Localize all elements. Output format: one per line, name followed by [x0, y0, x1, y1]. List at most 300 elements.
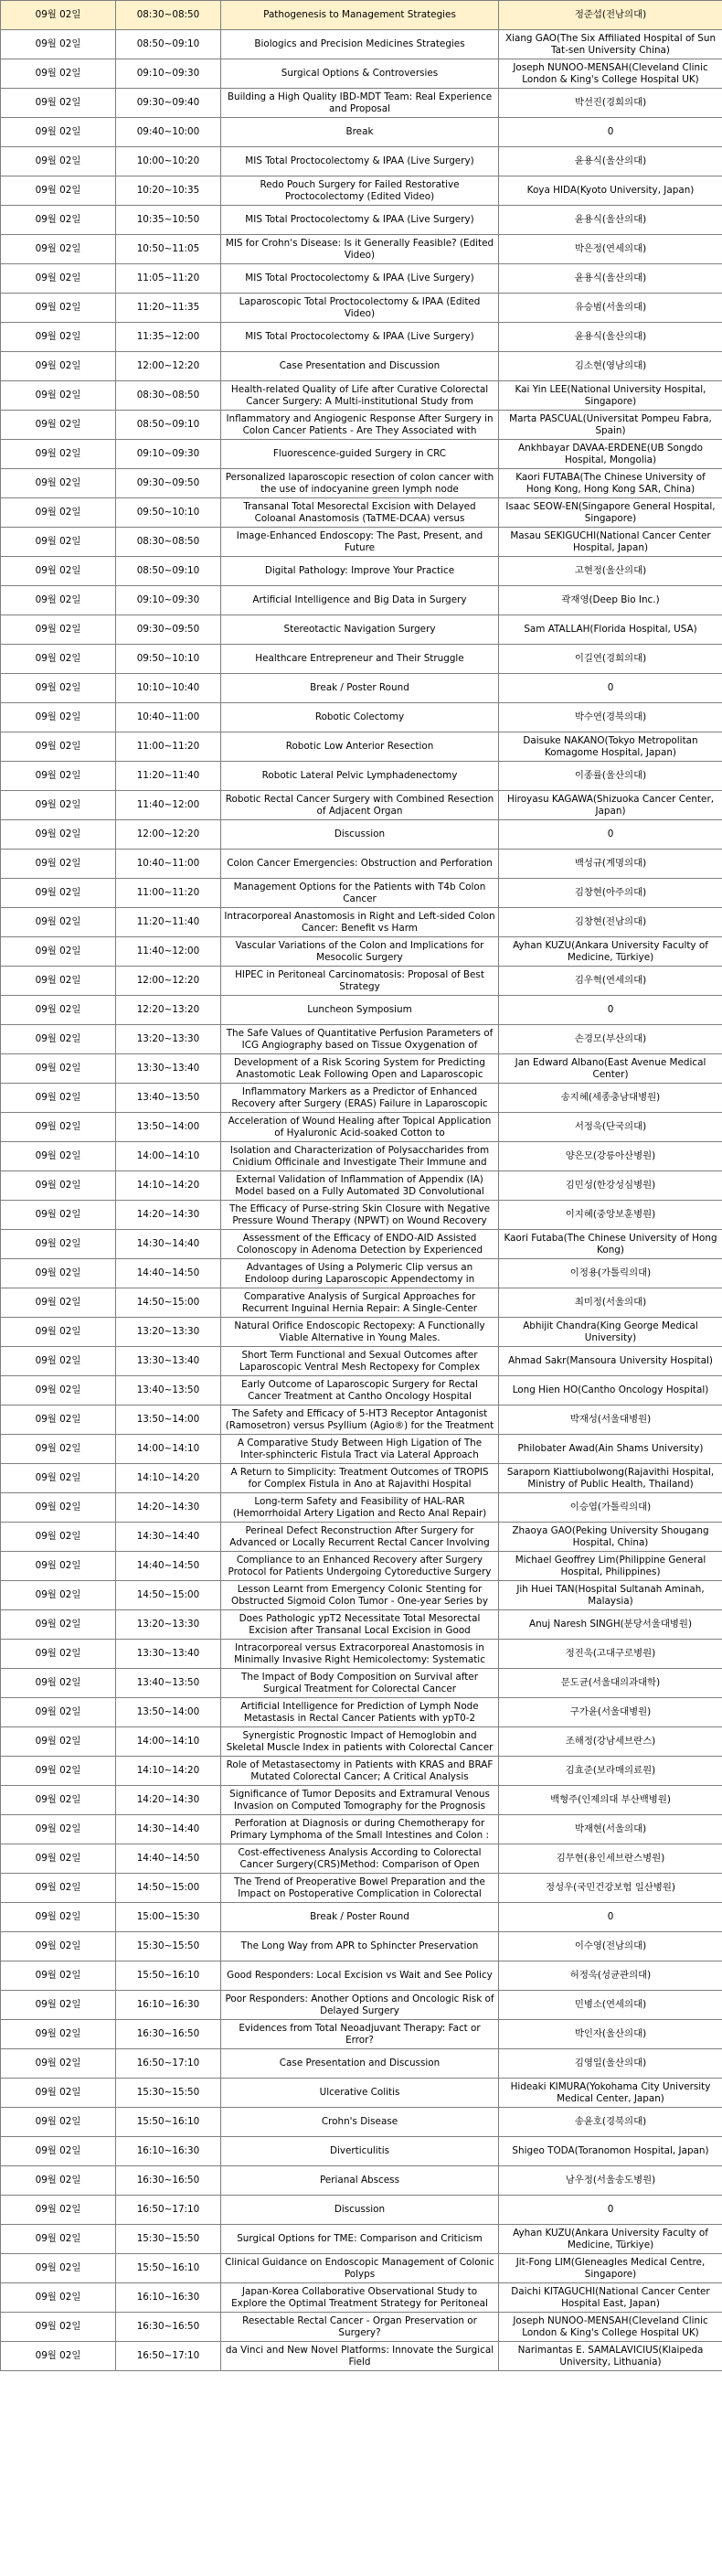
session-title-cell: Robotic Low Anterior Resection [221, 732, 499, 762]
date-cell: 09월 02일 [1, 2079, 116, 2108]
schedule-row [1, 1201, 722, 1230]
time-cell: 11:40~12:00 [116, 937, 221, 967]
date-cell: 09월 02일 [1, 703, 116, 732]
session-title-cell: Break / Poster Round [221, 674, 499, 703]
speaker-cell: Kaori FUTABA(The Chinese University of Hong Kong, Hong Kong SAR, China) [499, 469, 722, 498]
speaker-cell: 김영일(울산의대) [499, 2049, 722, 2079]
schedule-row [1, 206, 722, 235]
session-title-cell: Artificial Intelligence and Big Data in Surgery [221, 586, 499, 615]
session-title-cell: Inflammatory and Angiogenic Response After Surgery in Colon Cancer Patients - Are They Associated with [221, 411, 499, 440]
time-cell: 15:50~16:10 [116, 2254, 221, 2283]
schedule-row [1, 967, 722, 996]
date-cell: 09월 02일 [1, 381, 116, 411]
speaker-cell: Abhijit Chandra(King George Medical University) [499, 1318, 722, 1347]
date-cell: 09월 02일 [1, 1961, 116, 1991]
session-title-cell: Advantages of Using a Polymeric Clip versus an Endoloop during Laparoscopic Appendectomy in [221, 1259, 499, 1288]
speaker-cell: Ayhan KUZU(Ankara University Faculty of Medicine, Türkiye) [499, 937, 722, 967]
speaker-cell: 김효준(보라매의료원) [499, 1757, 722, 1786]
session-title-cell: Role of Metastasectomy in Patients with KRAS and BRAF Mutated Colorectal Cancer; A Critical Analysis [221, 1757, 499, 1786]
schedule-row [1, 1025, 722, 1054]
speaker-cell: Anuj Naresh SINGH(분당서울대병원) [499, 1610, 722, 1640]
time-cell: 08:50~09:10 [116, 557, 221, 586]
date-cell: 09월 02일 [1, 1376, 116, 1406]
schedule-row [1, 2196, 722, 2225]
date-cell: 09월 02일 [1, 59, 116, 89]
schedule-row [1, 469, 722, 498]
session-title-cell: The Long Way from APR to Sphincter Preservation [221, 1932, 499, 1961]
speaker-cell: Isaac SEOW-EN(Singapore General Hospital, Singapore) [499, 498, 722, 528]
date-cell: 09월 02일 [1, 1025, 116, 1054]
date-cell: 09월 02일 [1, 1727, 116, 1757]
date-cell: 09월 02일 [1, 2342, 116, 2371]
time-cell: 09:10~09:30 [116, 440, 221, 469]
session-title-cell: Perforation at Diagnosis or during Chemotherapy for Primary Lymphoma of the Small Intestines and Colon : [221, 1815, 499, 1844]
date-cell: 09월 02일 [1, 1669, 116, 1698]
date-cell: 09월 02일 [1, 937, 116, 967]
session-title-cell: MIS Total Proctocolectomy & IPAA (Live Surgery) [221, 264, 499, 294]
date-cell: 09월 02일 [1, 1171, 116, 1201]
session-title-cell: Laparoscopic Total Proctocolectomy & IPAA (Edited Video) [221, 294, 499, 323]
session-title-cell: Isolation and Characterization of Polysaccharides from Cnidium Officinale and Investigate Their Immune and [221, 1142, 499, 1171]
speaker-cell: 송지혜(세종충남대병원) [499, 1084, 722, 1113]
schedule-row [1, 1464, 722, 1493]
schedule-row [1, 937, 722, 967]
time-cell: 11:20~11:40 [116, 908, 221, 937]
schedule-row [1, 381, 722, 411]
date-cell: 09월 02일 [1, 762, 116, 791]
session-title-cell: Stereotactic Navigation Surgery [221, 615, 499, 645]
speaker-cell: 김소현(영남의대) [499, 352, 722, 381]
time-cell: 12:00~12:20 [116, 352, 221, 381]
schedule-row [1, 264, 722, 294]
date-cell: 09월 02일 [1, 352, 116, 381]
time-cell: 16:10~16:30 [116, 1991, 221, 2020]
schedule-row [1, 1142, 722, 1171]
schedule-row [1, 323, 722, 352]
session-title-cell: Synergistic Prognostic Impact of Hemoglobin and Skeletal Muscle Index in patients with Colorectal Cancer [221, 1727, 499, 1757]
session-title-cell: Significance of Tumor Deposits and Extramural Venous Invasion on Computed Tomography for the Prognosis [221, 1786, 499, 1815]
speaker-cell: 허정욱(성균관의대) [499, 1961, 722, 1991]
time-cell: 12:20~13:20 [116, 996, 221, 1025]
speaker-cell: Ahmad Sakr(Mansoura University Hospital) [499, 1347, 722, 1376]
date-cell: 09월 02일 [1, 1054, 116, 1084]
session-title-cell: Diverticulitis [221, 2137, 499, 2166]
speaker-cell: 0 [499, 2196, 722, 2225]
speaker-cell: 이수영(전남의대) [499, 1932, 722, 1961]
time-cell: 14:30~14:40 [116, 1523, 221, 1552]
session-title-cell: The Safe Values of Quantitative Perfusion Parameters of ICG Angiography based on Tissue Oxygenation of [221, 1025, 499, 1054]
speaker-cell: 정진욱(고대구로병원) [499, 1640, 722, 1669]
session-title-cell: The Safety and Efficacy of 5-HT3 Receptor Antagonist (Ramosetron) versus Psyllium (Agio®) for the Treatment [221, 1406, 499, 1435]
speaker-cell: Jan Edward Albano(East Avenue Medical Center) [499, 1054, 722, 1084]
date-cell: 09월 02일 [1, 1698, 116, 1727]
time-cell: 11:00~11:20 [116, 879, 221, 908]
date-cell: 09월 02일 [1, 1259, 116, 1288]
speaker-cell: 0 [499, 118, 722, 147]
date-cell: 09월 02일 [1, 1932, 116, 1961]
session-title-cell: Intracorporeal Anastomosis in Right and Left-sided Colon Cancer: Benefit vs Harm [221, 908, 499, 937]
session-title-cell: The Efficacy of Purse-string Skin Closure with Negative Pressure Wound Therapy (NPWT) on Wound Recovery [221, 1201, 499, 1230]
session-title-cell: Does Pathologic ypT2 Necessitate Total Mesorectal Excision after Transanal Local Excision in Good [221, 1610, 499, 1640]
time-cell: 09:50~10:10 [116, 498, 221, 528]
time-cell: 10:50~11:05 [116, 235, 221, 264]
schedule-row [1, 294, 722, 323]
schedule-row [1, 176, 722, 206]
date-cell: 09월 02일 [1, 235, 116, 264]
speaker-cell: 이종률(울산의대) [499, 762, 722, 791]
time-cell: 14:20~14:30 [116, 1493, 221, 1523]
time-cell: 13:40~13:50 [116, 1376, 221, 1406]
speaker-cell: 0 [499, 996, 722, 1025]
date-cell: 09월 02일 [1, 2196, 116, 2225]
schedule-row [1, 645, 722, 674]
date-cell: 09월 02일 [1, 2049, 116, 2079]
speaker-cell: 곽재영(Deep Bio Inc.) [499, 586, 722, 615]
time-cell: 16:50~17:10 [116, 2342, 221, 2371]
session-title-cell: Luncheon Symposium [221, 996, 499, 1025]
speaker-cell: Sam ATALLAH(Florida Hospital, USA) [499, 615, 722, 645]
schedule-row [1, 1669, 722, 1698]
schedule-row [1, 1757, 722, 1786]
date-cell: 09월 02일 [1, 2137, 116, 2166]
speaker-cell: Michael Geoffrey Lim(Philippine General Hospital, Philippines) [499, 1552, 722, 1581]
schedule-row [1, 1318, 722, 1347]
time-cell: 08:50~09:10 [116, 30, 221, 59]
session-title-cell: HIPEC in Peritoneal Carcinomatosis: Proposal of Best Strategy [221, 967, 499, 996]
schedule-row [1, 2108, 722, 2137]
speaker-cell: Kai Yin LEE(National University Hospital, Singapore) [499, 381, 722, 411]
time-cell: 13:20~13:30 [116, 1318, 221, 1347]
schedule-row [1, 1903, 722, 1932]
schedule-row [1, 1054, 722, 1084]
speaker-cell: Daisuke NAKANO(Tokyo Metropolitan Komagome Hospital, Japan) [499, 732, 722, 762]
schedule-row [1, 1727, 722, 1757]
time-cell: 08:50~09:10 [116, 411, 221, 440]
session-title-cell: Case Presentation and Discussion [221, 352, 499, 381]
time-cell: 12:00~12:20 [116, 967, 221, 996]
date-cell: 09월 02일 [1, 732, 116, 762]
schedule-row [1, 1698, 722, 1727]
speaker-cell: Masau SEKIGUCHI(National Cancer Center Hospital, Japan) [499, 528, 722, 557]
schedule-row [1, 1844, 722, 1874]
speaker-cell: 이정용(가톨릭의대) [499, 1259, 722, 1288]
time-cell: 14:30~14:40 [116, 1230, 221, 1259]
time-cell: 13:50~14:00 [116, 1113, 221, 1142]
date-cell: 09월 02일 [1, 1493, 116, 1523]
speaker-cell: 김우혁(연세의대) [499, 967, 722, 996]
schedule-row [1, 820, 722, 850]
time-cell: 14:00~14:10 [116, 1727, 221, 1757]
schedule-row [1, 1640, 722, 1669]
speaker-cell: 문도균(서울대의과대학) [499, 1669, 722, 1698]
time-cell: 09:50~10:10 [116, 645, 221, 674]
speaker-cell: 조해정(강남세브란스) [499, 1727, 722, 1757]
time-cell: 09:10~09:30 [116, 59, 221, 89]
session-title-cell: The Impact of Body Composition on Survival after Surgical Treatment for Colorectal Cancer [221, 1669, 499, 1698]
date-cell: 09월 02일 [1, 1318, 116, 1347]
schedule-row [1, 1171, 722, 1201]
schedule-row [1, 1786, 722, 1815]
schedule-row [1, 1493, 722, 1523]
schedule-row [1, 586, 722, 615]
speaker-cell: 김창현(아주의대) [499, 879, 722, 908]
date-cell: 09월 02일 [1, 176, 116, 206]
speaker-cell: 윤용식(울산의대) [499, 206, 722, 235]
session-title-cell: Discussion [221, 2196, 499, 2225]
speaker-cell: 윤용식(울산의대) [499, 147, 722, 176]
date-cell: 09월 02일 [1, 2166, 116, 2196]
schedule-row [1, 1, 722, 30]
speaker-cell: Philobater Awad(Ain Shams University) [499, 1435, 722, 1464]
speaker-cell: 김창현(전남의대) [499, 908, 722, 937]
date-cell: 09월 02일 [1, 323, 116, 352]
session-title-cell: Inflammatory Markers as a Predictor of Enhanced Recovery after Surgery (ERAS) Failure in Laparoscopic [221, 1084, 499, 1113]
time-cell: 14:50~15:00 [116, 1874, 221, 1903]
speaker-cell: 박재성(서울대병원) [499, 1406, 722, 1435]
time-cell: 13:30~13:40 [116, 1347, 221, 1376]
schedule-row [1, 615, 722, 645]
time-cell: 16:30~16:50 [116, 2166, 221, 2196]
schedule-row [1, 703, 722, 732]
date-cell: 09월 02일 [1, 498, 116, 528]
session-title-cell: da Vinci and New Novel Platforms: Innovate the Surgical Field [221, 2342, 499, 2371]
schedule-row [1, 1610, 722, 1640]
session-title-cell: Image-Enhanced Endoscopy: The Past, Present, and Future [221, 528, 499, 557]
time-cell: 11:05~11:20 [116, 264, 221, 294]
session-title-cell: Japan-Korea Collaborative Observational Study to Explore the Optimal Treatment Strategy for Peritoneal [221, 2283, 499, 2313]
speaker-cell: 0 [499, 1903, 722, 1932]
session-title-cell: Break / Poster Round [221, 1903, 499, 1932]
session-title-cell: MIS Total Proctocolectomy & IPAA (Live Surgery) [221, 206, 499, 235]
date-cell: 09월 02일 [1, 1, 116, 30]
time-cell: 10:40~11:00 [116, 850, 221, 879]
time-cell: 14:40~14:50 [116, 1259, 221, 1288]
date-cell: 09월 02일 [1, 1757, 116, 1786]
speaker-cell: Jih Huei TAN(Hospital Sultanah Aminah, Malaysia) [499, 1581, 722, 1610]
speaker-cell: Hideaki KIMURA(Yokohama City University Medical Center, Japan) [499, 2079, 722, 2108]
schedule-row [1, 89, 722, 118]
schedule-row [1, 1991, 722, 2020]
date-cell: 09월 02일 [1, 1347, 116, 1376]
session-title-cell: Discussion [221, 820, 499, 850]
schedule-row [1, 850, 722, 879]
date-cell: 09월 02일 [1, 967, 116, 996]
time-cell: 15:00~15:30 [116, 1903, 221, 1932]
time-cell: 11:20~11:35 [116, 294, 221, 323]
session-title-cell: Natural Orifice Endoscopic Rectopexy: A Functionally Viable Alternative in Young Males. [221, 1318, 499, 1347]
schedule-row [1, 352, 722, 381]
session-title-cell: Break [221, 118, 499, 147]
speaker-cell: 정준섭(전남의대) [499, 1, 722, 30]
time-cell: 14:40~14:50 [116, 1552, 221, 1581]
time-cell: 16:50~17:10 [116, 2049, 221, 2079]
schedule-row [1, 2283, 722, 2313]
date-cell: 09월 02일 [1, 645, 116, 674]
speaker-cell: 김무현(용인세브란스병원) [499, 1844, 722, 1874]
speaker-cell: 고현정(울산의대) [499, 557, 722, 586]
speaker-cell: 0 [499, 674, 722, 703]
speaker-cell: Jit-Fong LIM(Gleneagles Medical Centre, Singapore) [499, 2254, 722, 2283]
time-cell: 16:10~16:30 [116, 2283, 221, 2313]
time-cell: 11:20~11:40 [116, 762, 221, 791]
session-title-cell: Intracorporeal versus Extracorporeal Anastomosis in Minimally Invasive Right Hemicolectomy: Systematic [221, 1640, 499, 1669]
time-cell: 14:40~14:50 [116, 1844, 221, 1874]
session-title-cell: Ulcerative Colitis [221, 2079, 499, 2108]
session-title-cell: Personalized laparoscopic resection of colon cancer with the use of indocyanine green lymph node [221, 469, 499, 498]
schedule-row [1, 235, 722, 264]
session-title-cell: Early Outcome of Laparoscopic Surgery for Rectal Cancer Treatment at Cantho Oncology Hospital [221, 1376, 499, 1406]
speaker-cell: 이승엽(가톨릭의대) [499, 1493, 722, 1523]
speaker-cell: 박재현(서울의대) [499, 1815, 722, 1844]
speaker-cell: Ayhan KUZU(Ankara University Faculty of Medicine, Türkiye) [499, 2225, 722, 2254]
date-cell: 09월 02일 [1, 1464, 116, 1493]
date-cell: 09월 02일 [1, 879, 116, 908]
time-cell: 13:20~13:30 [116, 1025, 221, 1054]
date-cell: 09월 02일 [1, 1610, 116, 1640]
session-title-cell: Redo Pouch Surgery for Failed Restorative Proctocolectomy (Edited Video) [221, 176, 499, 206]
date-cell: 09월 02일 [1, 1552, 116, 1581]
schedule-row [1, 498, 722, 528]
session-title-cell: MIS Total Proctocolectomy & IPAA (Live Surgery) [221, 147, 499, 176]
date-cell: 09월 02일 [1, 1581, 116, 1610]
time-cell: 09:10~09:30 [116, 586, 221, 615]
schedule-row [1, 1523, 722, 1552]
date-cell: 09월 02일 [1, 996, 116, 1025]
session-title-cell: Case Presentation and Discussion [221, 2049, 499, 2079]
date-cell: 09월 02일 [1, 528, 116, 557]
schedule-body [1, 1, 722, 2371]
time-cell: 14:30~14:40 [116, 1815, 221, 1844]
speaker-cell: 박은정(연세의대) [499, 235, 722, 264]
speaker-cell: Xiang GAO(The Six Affiliated Hospital of Sun Tat-sen University China) [499, 30, 722, 59]
speaker-cell: 손경모(부산의대) [499, 1025, 722, 1054]
speaker-cell: 박수연(경북의대) [499, 703, 722, 732]
schedule-row [1, 908, 722, 937]
speaker-cell: 윤용식(울산의대) [499, 323, 722, 352]
time-cell: 14:10~14:20 [116, 1464, 221, 1493]
speaker-cell: Joseph NUNOO-MENSAH(Cleveland Clinic London & King's College Hospital UK) [499, 59, 722, 89]
schedule-row [1, 411, 722, 440]
time-cell: 14:10~14:20 [116, 1757, 221, 1786]
speaker-cell: 서정욱(단국의대) [499, 1113, 722, 1142]
schedule-row [1, 1552, 722, 1581]
speaker-cell: 최미정(서울의대) [499, 1288, 722, 1318]
session-title-cell: Vascular Variations of the Colon and Implications for Mesocolic Surgery [221, 937, 499, 967]
session-title-cell: Evidences from Total Neoadjuvant Therapy: Fact or Error? [221, 2020, 499, 2049]
speaker-cell: Kaori Futaba(The Chinese University of Hong Kong) [499, 1230, 722, 1259]
schedule-row [1, 2313, 722, 2342]
date-cell: 09월 02일 [1, 2108, 116, 2137]
date-cell: 09월 02일 [1, 1815, 116, 1844]
schedule-row [1, 1406, 722, 1435]
time-cell: 08:30~08:50 [116, 1, 221, 30]
session-title-cell: Crohn's Disease [221, 2108, 499, 2137]
speaker-cell: Daichi KITAGUCHI(National Cancer Center Hospital East, Japan) [499, 2283, 722, 2313]
session-title-cell: Cost-effectiveness Analysis According to Colorectal Cancer Surgery(CRS)Method: Comparison of Open [221, 1844, 499, 1874]
schedule-row [1, 2079, 722, 2108]
time-cell: 12:00~12:20 [116, 820, 221, 850]
speaker-cell: Hiroyasu KAGAWA(Shizuoka Cancer Center, Japan) [499, 791, 722, 820]
speaker-cell: 박선진(경희의대) [499, 89, 722, 118]
date-cell: 09월 02일 [1, 850, 116, 879]
time-cell: 11:00~11:20 [116, 732, 221, 762]
time-cell: 13:20~13:30 [116, 1610, 221, 1640]
date-cell: 09월 02일 [1, 1230, 116, 1259]
time-cell: 09:30~09:50 [116, 469, 221, 498]
time-cell: 15:50~16:10 [116, 2108, 221, 2137]
schedule-row [1, 2225, 722, 2254]
schedule-row [1, 1259, 722, 1288]
schedule-row [1, 1874, 722, 1903]
date-cell: 09월 02일 [1, 118, 116, 147]
time-cell: 10:20~10:35 [116, 176, 221, 206]
schedule-row [1, 791, 722, 820]
session-title-cell: Clinical Guidance on Endoscopic Management of Colonic Polyps [221, 2254, 499, 2283]
schedule-row [1, 528, 722, 557]
speaker-cell: Shigeo TODA(Toranomon Hospital, Japan) [499, 2137, 722, 2166]
date-cell: 09월 02일 [1, 1142, 116, 1171]
session-title-cell: Transanal Total Mesorectal Excision with Delayed Coloanal Anastomosis (TaTME-DCAA) versus [221, 498, 499, 528]
session-title-cell: Surgical Options for TME: Comparison and Criticism [221, 2225, 499, 2254]
schedule-row [1, 879, 722, 908]
session-title-cell: Surgical Options & Controversies [221, 59, 499, 89]
date-cell: 09월 02일 [1, 791, 116, 820]
time-cell: 16:30~16:50 [116, 2020, 221, 2049]
date-cell: 09월 02일 [1, 411, 116, 440]
schedule-row [1, 30, 722, 59]
date-cell: 09월 02일 [1, 206, 116, 235]
schedule-row [1, 1435, 722, 1464]
schedule-row [1, 440, 722, 469]
session-title-cell: A Comparative Study Between High Ligation of The Inter-sphincteric Fistula Tract via Lateral Approach [221, 1435, 499, 1464]
time-cell: 08:30~08:50 [116, 528, 221, 557]
date-cell: 09월 02일 [1, 615, 116, 645]
session-title-cell: Perianal Abscess [221, 2166, 499, 2196]
session-title-cell: Compliance to an Enhanced Recovery after Surgery Protocol for Patients Undergoing Cytoreductive Surgery [221, 1552, 499, 1581]
time-cell: 16:10~16:30 [116, 2137, 221, 2166]
time-cell: 10:35~10:50 [116, 206, 221, 235]
schedule-row [1, 2254, 722, 2283]
session-title-cell: External Validation of Inflammation of Appendix (IA) Model based on a Fully Automated 3D Convolutional [221, 1171, 499, 1201]
session-title-cell: Fluorescence-guided Surgery in CRC [221, 440, 499, 469]
date-cell: 09월 02일 [1, 30, 116, 59]
date-cell: 09월 02일 [1, 2313, 116, 2342]
schedule-row [1, 118, 722, 147]
speaker-cell: 백형주(인제의대 부산백병원) [499, 1786, 722, 1815]
schedule-row [1, 1932, 722, 1961]
session-title-cell: Building a High Quality IBD-MDT Team: Real Experience and Proposal [221, 89, 499, 118]
date-cell: 09월 02일 [1, 1874, 116, 1903]
session-title-cell: Lesson Learnt from Emergency Colonic Stenting for Obstructed Sigmoid Colon Tumor - One-year Series by [221, 1581, 499, 1610]
session-title-cell: The Trend of Preoperative Bowel Preparation and the Impact on Postoperative Complication in Colorectal [221, 1874, 499, 1903]
date-cell: 09월 02일 [1, 1523, 116, 1552]
date-cell: 09월 02일 [1, 586, 116, 615]
speaker-cell: 윤용식(울산의대) [499, 264, 722, 294]
schedule-row [1, 2137, 722, 2166]
date-cell: 09월 02일 [1, 674, 116, 703]
session-title-cell: Robotic Colectomy [221, 703, 499, 732]
time-cell: 10:40~11:00 [116, 703, 221, 732]
speaker-cell: 송윤호(경북의대) [499, 2108, 722, 2137]
time-cell: 13:40~13:50 [116, 1084, 221, 1113]
speaker-cell: 0 [499, 820, 722, 850]
session-title-cell: Robotic Lateral Pelvic Lymphadenectomy [221, 762, 499, 791]
session-title-cell: Development of a Risk Scoring System for Predicting Anastomotic Leak Following Open and Laparoscopic [221, 1054, 499, 1084]
speaker-cell: Zhaoya GAO(Peking University Shougang Hospital, China) [499, 1523, 722, 1552]
date-cell: 09월 02일 [1, 1084, 116, 1113]
speaker-cell: Marta PASCUAL(Universitat Pompeu Fabra, Spain) [499, 411, 722, 440]
time-cell: 15:30~15:50 [116, 2079, 221, 2108]
